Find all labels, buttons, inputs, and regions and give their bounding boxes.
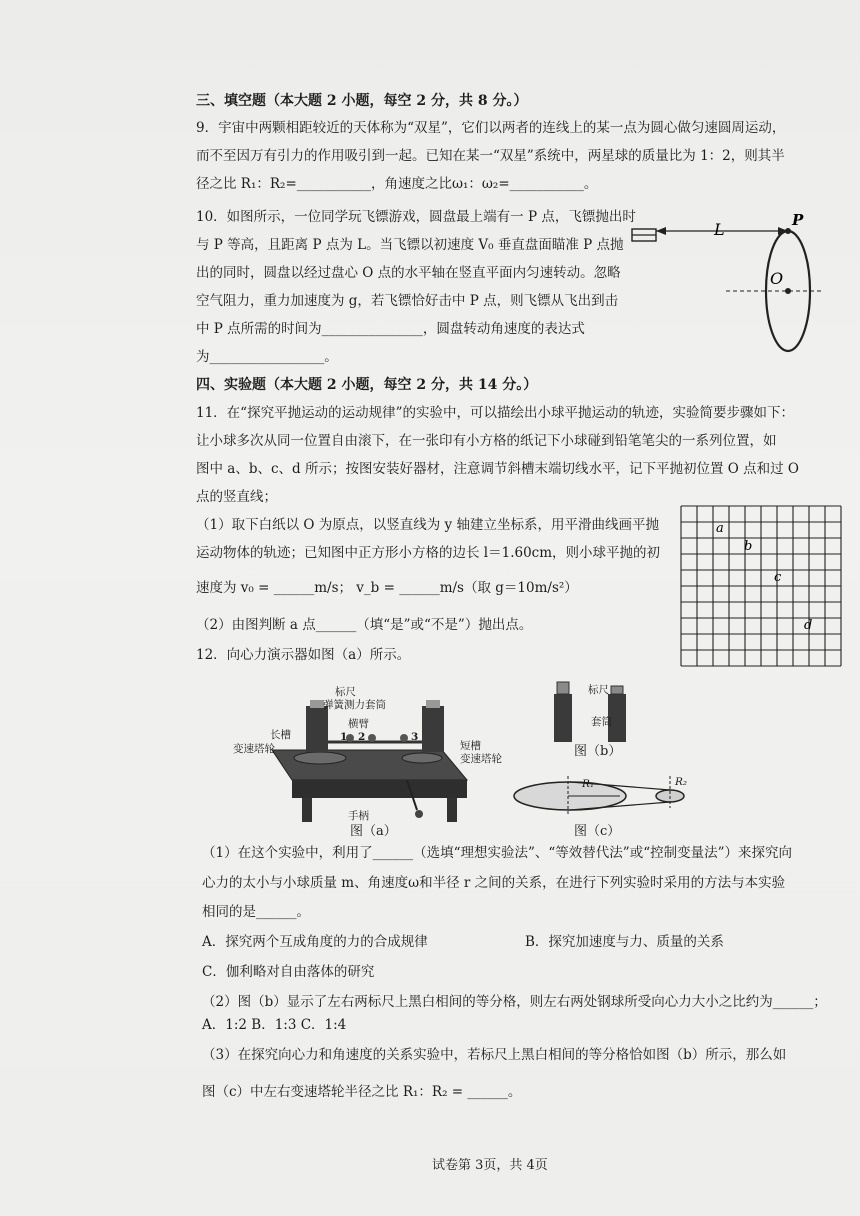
- page-footer: 试卷第 3页，共 4页: [432, 1158, 548, 1173]
- fig-c-label-r1: R₁: [582, 778, 595, 790]
- fig-a-num-1: 1: [340, 731, 348, 743]
- label-l: L: [714, 220, 725, 239]
- q12-sub3-line1: （3）在探究向心力和角速度的关系实验中，若标尺上黑白相间的等分格恰如图（b）所示，那么如: [202, 1047, 787, 1063]
- q12-line1: 12．向心力演示器如图（a）所示。: [196, 647, 411, 663]
- fig-a-label-ruler: 标尺: [335, 686, 356, 698]
- fig-a-label-short-slot: 短槽: [460, 740, 481, 752]
- q12-sub2-options: A．1:2 B．1:3 C．1:4: [202, 1017, 347, 1033]
- pulley-figure-c: [510, 772, 700, 822]
- q12-option-a: A．探究两个互成角度的力的合成规律: [202, 934, 428, 950]
- q10-line3: 出的同时，圆盘以经过盘心 O 点的水平轴在竖直平面内匀速转动。忽略: [196, 265, 621, 281]
- q12-sub1-line1: （1）在这个实验中，利用了______（选填“理想实验法”、“等效替代法”或“控制变量法”）来探究向: [202, 845, 792, 861]
- q11-sub1-line2: 运动物体的轨迹；已知图中正方形小方格的边长 l＝1.60cm，则小球平抛的初: [196, 545, 661, 561]
- q10-line5: 中 P 点所需的时间为_______________，圆盘转动角速度的表达式: [196, 321, 585, 337]
- fig-c-label-r2: R₂: [675, 776, 688, 788]
- q12-sub1-line3: 相同的是______。: [202, 904, 310, 920]
- q12-option-b: B．探究加速度与力、质量的关系: [525, 934, 724, 950]
- fig-a-label-pulley-right: 变速塔轮: [460, 753, 502, 765]
- fig-b-caption: 图（b）: [574, 744, 622, 759]
- fig-a-num-2: 2: [358, 731, 366, 743]
- section4-heading: 四、实验题（本大题 2 小题，每空 2 分，共 14 分。）: [196, 377, 538, 393]
- fig-b-label-sleeve: 套筒: [591, 716, 612, 728]
- fig-a-caption: 图（a）: [350, 824, 397, 839]
- point-d-label: d: [804, 618, 813, 633]
- trajectory-grid: [680, 505, 842, 667]
- q9-line3: 径之比 R₁：R₂=___________，角速度之比ω₁：ω₂=___________。: [196, 176, 598, 192]
- fig-a-label-arm: 横臂: [348, 718, 369, 730]
- point-p: [785, 228, 791, 234]
- fig-a-label-pulley-left: 变速塔轮: [233, 743, 275, 755]
- q12-sub3-line2: 图（c）中左右变速塔轮半径之比 R₁：R₂ = ______。: [202, 1084, 522, 1100]
- q10-line4: 空气阻力，重力加速度为 g，若飞镖恰好击中 P 点，则飞镖从飞出到击: [196, 293, 619, 309]
- q12-sub1-line2: 心力的太小与小球质量 m、角速度ω和半径 r 之间的关系，在进行下列实验时采用的方法与本实验: [202, 875, 786, 891]
- point-b-label: b: [744, 539, 753, 554]
- fig-b-label-ruler: 标尺: [588, 684, 609, 696]
- q10-line6: 为_________________。: [196, 349, 338, 365]
- q11-sub2: （2）由图判断 a 点______（填“是”或“不是”）抛出点。: [196, 617, 533, 633]
- q11-line3: 图中 a、b、c、d 所示；按图安装好器材，注意调节斜槽末端切线水平，记下平抛初位置 O 点和过 O: [196, 461, 799, 477]
- q11-sub1-line3: 速度为 v₀ = ______m/s； v_b = ______m/s（取 g＝10m/s²）: [196, 580, 578, 596]
- section3-heading: 三、填空题（本大题 2 小题，每空 2 分，共 8 分。）: [196, 93, 528, 109]
- q10-line1: 10．如图所示，一位同学玩飞镖游戏，圆盘最上端有一 P 点，飞镖抛出时: [196, 209, 636, 225]
- point-c-label: c: [774, 570, 782, 585]
- fig-a-label-handle: 手柄: [348, 810, 369, 822]
- q9-line1: 9．宇宙中两颗相距较近的天体称为“双星”，它们以两者的连线上的某一点为圆心做匀速圆周运动，: [196, 120, 786, 136]
- q12-option-c: C．伽利略对自由落体的研究: [202, 964, 375, 980]
- q11-line4: 点的竖直线；: [196, 489, 277, 505]
- fig-a-label-sleeve: 弹簧测力套筒: [323, 699, 386, 711]
- q9-line2: 而不至因万有引力的作用吸引到一起。已知在某一“双星”系统中，两星球的质量比为 1：2，则其半: [196, 148, 785, 164]
- label-o: O: [770, 269, 784, 288]
- point-a-label: a: [716, 521, 724, 536]
- q11-line2: 让小球多次从同一位置自由滚下，在一张印有小方格的纸记下小球碰到铅笔笔尖的一系列位置，如: [196, 433, 777, 449]
- fig-a-num-3: 3: [411, 731, 419, 743]
- q11-sub1-line1: （1）取下白纸以 O 为原点，以竖直线为 y 轴建立坐标系，用平滑曲线画平抛: [196, 517, 659, 533]
- q12-sub2-line1: （2）图（b）显示了左右两标尺上黑白相间的等分格，则左右两处钢球所受向心力大小之比约为______；: [202, 994, 827, 1010]
- dart-disk-figure: [628, 205, 828, 375]
- q11-line1: 11．在“探究平抛运动的运动规律”的实验中，可以描绘出小球平抛运动的轨迹，实验简要步骤如下：: [196, 405, 794, 421]
- label-p: P: [792, 211, 804, 229]
- fig-c-caption: 图（c）: [574, 824, 621, 839]
- fig-a-label-long-slot: 长槽: [270, 729, 291, 741]
- q10-line2: 与 P 等高，且距离 P 点为 L。当飞镖以初速度 V₀ 垂直盘面瞄准 P 点抛: [196, 237, 624, 253]
